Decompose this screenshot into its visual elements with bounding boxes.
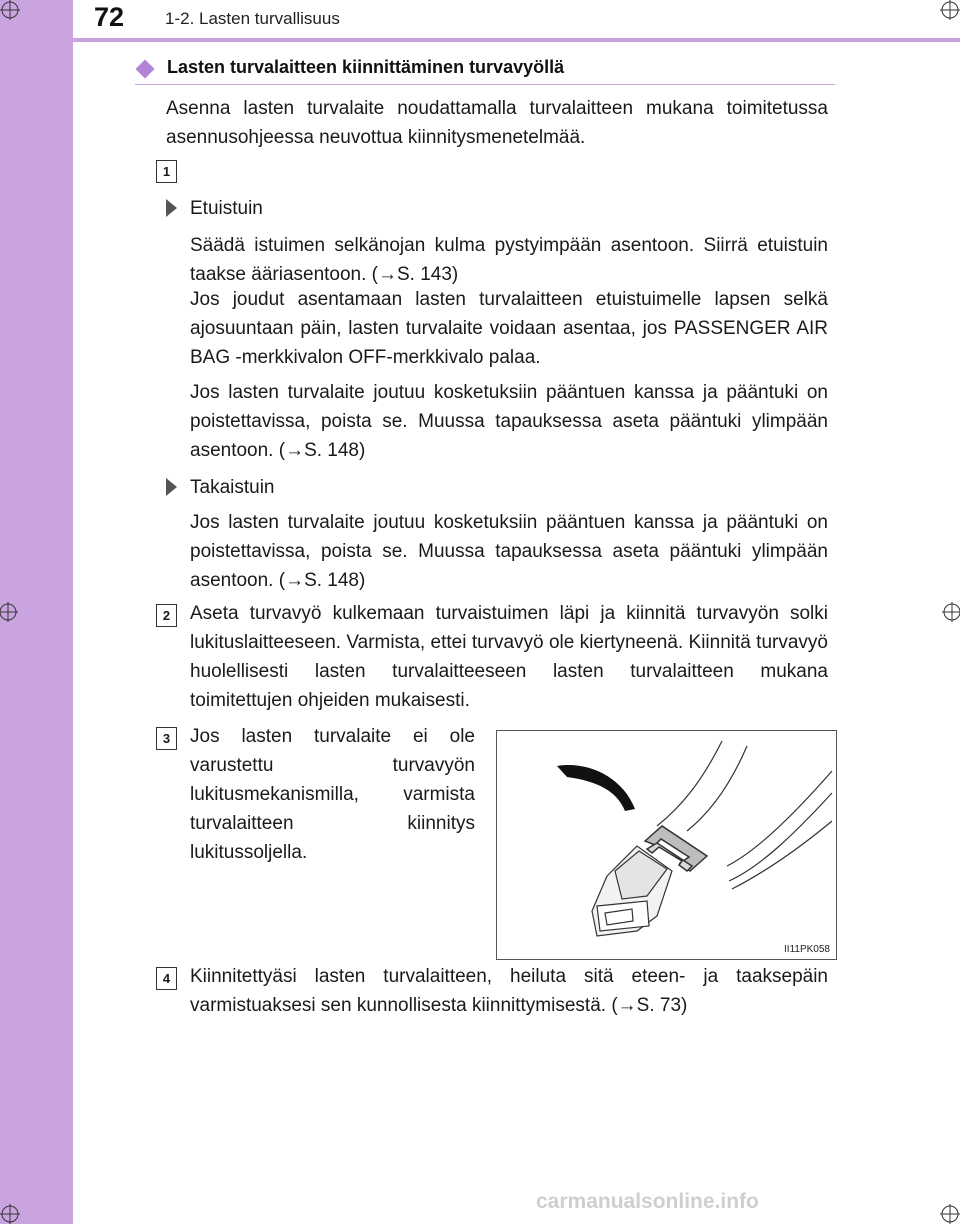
step-number-3: 3: [156, 727, 177, 750]
intro-paragraph: Asenna lasten turvalaite noudattamalla turvalaitteen mukana toimitetussa asennusohjeessa neuvottua kiinnitysmenetelmää.: [166, 98, 828, 148]
watermark: carmanualsonline.info: [536, 1190, 759, 1213]
figure-code: II11PK058: [784, 944, 830, 955]
registration-mark-icon: [0, 597, 30, 627]
paragraph: Jos lasten turvalaite joutuu kosketuksiin pääntuen kanssa ja pääntuki on poistettavissa, poista se. Muussa tapauksessa aseta pääntuki ylimpään asentoon. (→S. 148): [190, 382, 828, 461]
registration-mark-icon: [0, 0, 30, 30]
registration-mark-icon: [930, 1194, 960, 1224]
registration-mark-icon: [930, 0, 960, 30]
paragraph: Säädä istuimen selkänojan kulma pystyimpään asentoon. Siirrä etuistuin taakse ääriasentoon. (→S. 143): [190, 235, 828, 285]
registration-mark-icon: [0, 1194, 30, 1224]
paragraph: Jos joudut asentamaan lasten turvalaitteen etuistuimelle lapsen selkä ajosuuntaan päin, lasten turvalaite voidaan asentaa, jos PASSENGER AIR BAG -merkkivalon OFF-merkkivalo palaa.: [190, 289, 828, 368]
triangle-bullet-icon: [166, 199, 177, 217]
section-heading: [135, 56, 835, 85]
seatbelt-illustration: [496, 730, 837, 960]
page-number: 72: [94, 2, 125, 32]
section-title: Lasten turvalaitteen kiinnittäminen turvavyöllä: [167, 57, 565, 77]
registration-mark-icon: [930, 597, 960, 627]
diamond-icon: [135, 59, 154, 78]
bullet-label-etuistuin: Etuistuin: [190, 198, 263, 219]
header-rule: [73, 38, 960, 42]
step-number-4: 4: [156, 967, 177, 990]
step-number-1: 1: [156, 160, 177, 183]
step-2-text: Aseta turvavyö kulkemaan turvaistuimen läpi ja kiinnitä turvavyön solki lukituslaitteeseen. Varmista, ettei turvavyö ole kiertyneenä. Kiinnitä turvavyö huolellisesti lasten turvalaitteeseen lasten turvalaitteen mukana toimitettujen ohjeiden mukaisesti.: [190, 603, 828, 711]
paragraph: Jos lasten turvalaite joutuu kosketuksiin pääntuen kanssa ja pääntuki on poistettavissa, poista se. Muussa tapauksessa aseta pääntuki ylimpään asentoon. (→S. 148): [190, 512, 828, 591]
triangle-bullet-icon: [166, 478, 177, 496]
step-number-2: 2: [156, 604, 177, 627]
step-3-text: Jos lasten turvalaite ei ole varustettu turvavyön lukitusmekanismilla, varmista turvalaitteen kiinnitys lukitussoljella.: [190, 726, 475, 863]
step-4-text: Kiinnitettyäsi lasten turvalaitteen, heiluta sitä eteen- ja taaksepäin varmistuaksesi sen kunnollisesta kiinnittymisestä. (→S. 73): [190, 966, 828, 1016]
bullet-label-takaistuin: Takaistuin: [190, 477, 275, 498]
seatbelt-buckle-icon: [497, 731, 836, 959]
chapter-title: 1-2. Lasten turvallisuus: [165, 9, 340, 28]
